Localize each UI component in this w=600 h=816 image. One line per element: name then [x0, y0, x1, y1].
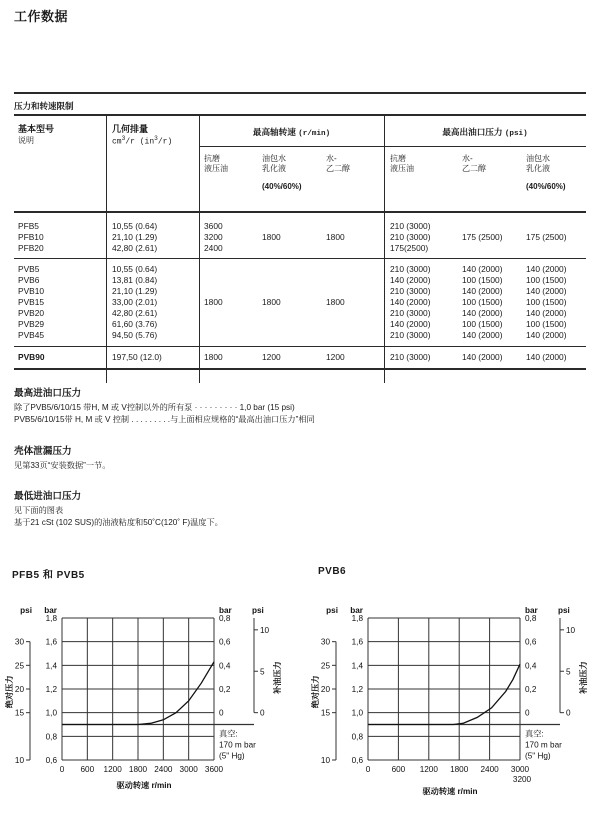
subheader-speed-1: 抗磨 液压油 — [204, 154, 228, 173]
chart-annotation-line: (5" Hg) — [525, 751, 551, 761]
x-tick: 2400 — [480, 765, 499, 774]
cell-speed-3: 1200 — [326, 352, 345, 362]
table-row: PFB10 — [18, 232, 44, 242]
section-line: PVB5/6/10/15带 H, M 或 V 控制 . . . . . . . . .与上面相应规格的“最高出油口压力”相同 — [14, 414, 315, 424]
y-right-bar-tick: 0,8 — [525, 614, 537, 623]
y-right-bar-tick: 0,6 — [525, 637, 537, 647]
y-left-psi-tick: 15 — [320, 708, 330, 718]
table-bottom-line — [14, 368, 586, 370]
chart-annotation-line: 真空: — [525, 729, 544, 739]
cell-pressure-2: 175 (2500) — [462, 232, 503, 242]
y-right-bar-tick: 0,8 — [219, 614, 231, 623]
header-mid-line — [199, 146, 586, 147]
cell-pressure-3: 140 (2000) — [526, 264, 567, 274]
cell-pressure-2: 100 (1500) — [462, 275, 503, 285]
cell-displacement: 197,50 (12.0) — [112, 352, 162, 362]
table-row: PVB90 — [18, 352, 45, 362]
specs-table — [14, 114, 586, 386]
y-left-bar-tick: 0,6 — [45, 756, 57, 765]
cell-displacement: 61,60 (3.76) — [112, 319, 158, 329]
cell-displacement: 10,55 (0.64) — [112, 264, 158, 274]
x-tick: 3000 — [510, 765, 530, 774]
cell-pressure-1: 210 (3000) — [390, 286, 431, 296]
cell-displacement: 94,50 (5.76) — [112, 330, 158, 340]
y-left-psi-tick: 20 — [14, 685, 24, 694]
y-left-bar-tick: 0,8 — [351, 732, 363, 742]
subheader-speed-2-note: (40%/60%) — [262, 182, 302, 191]
header-divider-1 — [106, 114, 107, 220]
x-tick: 3600 — [204, 765, 224, 774]
cell-pressure-3: 140 (2000) — [526, 286, 567, 296]
y-right-psi-tick: 0 — [566, 708, 571, 718]
section-heading: 最高进油口压力 — [14, 388, 82, 399]
body-divider-2 — [199, 211, 200, 383]
top-rule — [14, 92, 586, 94]
y-left-bar-tick: 1,4 — [45, 661, 57, 671]
section-heading: 壳体泄漏压力 — [14, 446, 72, 457]
axis-unit-psi-left: psi — [20, 606, 32, 615]
cell-pressure-2: 140 (2000) — [462, 352, 503, 362]
cell-pressure-1: 140 (2000) — [390, 275, 431, 285]
subheader-pressure-1: 抗磨 液压油 — [390, 154, 414, 173]
table-row: PVB29 — [18, 319, 45, 329]
table-row: PVB5 — [18, 264, 40, 274]
y-axis-label-right: 补油压力 — [273, 661, 282, 695]
cell-pressure-1: 140 (2000) — [390, 319, 431, 329]
y-right-bar-tick: 0,2 — [219, 685, 231, 694]
chart-annotation-line: 170 m bar — [525, 740, 562, 750]
cell-displacement: 33,00 (2.01) — [112, 297, 158, 307]
y-left-bar-tick: 1,2 — [351, 685, 363, 694]
cell-pressure-3: 100 (1500) — [526, 275, 567, 285]
table-row: PFB5 — [18, 221, 39, 231]
y-left-bar-tick: 0,6 — [351, 756, 363, 765]
x-tick-extra: 3200 — [512, 775, 532, 784]
y-left-bar-tick: 1,8 — [45, 614, 57, 623]
cell-pressure-1: 175(2500) — [390, 243, 429, 253]
header-bottom-line — [14, 211, 586, 213]
section-max-inlet-pressure — [14, 385, 315, 425]
table-caption: 压力和转速限制 — [14, 101, 74, 111]
y-left-psi-tick: 30 — [320, 637, 330, 647]
y-left-psi-tick: 10 — [14, 756, 24, 765]
header-displacement — [112, 122, 172, 147]
table-row: PVB15 — [18, 297, 45, 307]
y-right-bar-tick: 0,4 — [219, 661, 231, 671]
y-right-psi-tick: 10 — [260, 625, 270, 635]
cell-pressure-2: 100 (1500) — [462, 297, 503, 307]
section-line: 基于21 cSt (102 SUS)的油液粘度和50˚C(120˚ F)温度下。 — [14, 517, 223, 527]
cell-pressure-3: 100 (1500) — [526, 297, 567, 307]
y-right-psi-tick: 0 — [260, 708, 265, 718]
y-left-bar-tick: 1,6 — [45, 637, 57, 647]
body-divider-1 — [106, 211, 107, 383]
cell-pressure-1: 210 (3000) — [390, 264, 431, 274]
x-tick: 1200 — [103, 765, 122, 774]
y-right-bar-tick: 0 — [219, 708, 224, 718]
cell-pressure-3: 140 (2000) — [526, 330, 567, 340]
cell-pressure-2: 140 (2000) — [462, 308, 503, 318]
cell-pressure-2: 140 (2000) — [462, 286, 503, 296]
chart-svg-1 — [306, 604, 600, 810]
table-row: PVB6 — [18, 275, 40, 285]
table-header — [14, 114, 586, 220]
section-line: 除了PVB5/6/10/15 带H, M 或 V控制以外的所有泵 · · · · · · · · · 1,0 bar (15 psi) — [14, 403, 295, 412]
page-title: 工作数据 — [14, 9, 69, 24]
y-left-bar-tick: 1,8 — [351, 614, 363, 623]
cell-displacement: 13,81 (0.84) — [112, 275, 158, 285]
y-right-bar-tick: 0,6 — [219, 637, 231, 647]
header-group-pressure: 最高出油口压力 (psi) — [442, 127, 528, 138]
x-tick: 1200 — [419, 765, 438, 774]
chart-annotation-line: 真空: — [219, 729, 238, 739]
x-axis-label: 驱动转速 r/min — [422, 787, 478, 796]
section-heading: 最低进油口压力 — [14, 491, 82, 502]
cell-pressure-2: 140 (2000) — [462, 264, 503, 274]
cell-displacement: 42,80 (2.61) — [112, 308, 158, 318]
y-left-psi-tick: 30 — [14, 637, 24, 647]
cell-displacement: 42,80 (2.61) — [112, 243, 158, 253]
y-left-psi-tick: 15 — [14, 708, 24, 718]
table-row: PFB20 — [18, 243, 44, 253]
axis-unit-psi-right: psi — [558, 606, 570, 615]
y-left-psi-tick: 10 — [320, 756, 330, 765]
subheader-pressure-3-note: (40%/60%) — [526, 182, 566, 191]
subheader-speed-3: 水- 乙二醇 — [326, 154, 350, 173]
cell-speed-2: 1800 — [262, 297, 281, 307]
header-group-speed: 最高轴转速 (r/min) — [252, 127, 331, 138]
x-tick: 0 — [59, 765, 65, 774]
cell-pressure-3: 175 (2500) — [526, 232, 567, 242]
x-tick: 0 — [365, 765, 371, 774]
chart-annotation-line: 170 m bar — [219, 740, 256, 750]
y-axis-label-left: 绝对压力 — [5, 675, 14, 709]
cell-displacement: 21,10 (1.29) — [112, 232, 158, 242]
y-right-bar-tick: 0 — [525, 708, 530, 718]
y-left-bar-tick: 1,2 — [45, 685, 57, 694]
header-displacement-line1: 几何排量 — [112, 124, 149, 134]
subheader-pressure-3: 油包水 乳化液 — [526, 154, 550, 173]
cell-speed-1: 2400 — [204, 243, 223, 253]
cell-displacement: 10,55 (0.64) — [112, 221, 158, 231]
y-left-psi-tick: 25 — [320, 661, 330, 671]
x-axis-label: 驱动转速 r/min — [116, 781, 172, 790]
y-left-bar-tick: 1,0 — [351, 708, 363, 718]
cell-pressure-2: 100 (1500) — [462, 319, 503, 329]
y-right-bar-tick: 0,2 — [525, 685, 537, 694]
table-body — [14, 220, 586, 386]
chart-title-pvb6: PVB6 — [318, 566, 347, 577]
subheader-speed-2: 油包水 乳化液 — [262, 154, 286, 173]
axis-unit-psi-left: psi — [326, 606, 338, 615]
cell-displacement: 21,10 (1.29) — [112, 286, 158, 296]
cell-speed-1: 3600 — [204, 221, 223, 231]
y-left-psi-tick: 25 — [14, 661, 24, 671]
table-row: PVB20 — [18, 308, 45, 318]
table-row: PVB10 — [18, 286, 45, 296]
header-model — [18, 122, 54, 146]
cell-speed-3: 1800 — [326, 297, 345, 307]
chart-title-pfb5-pvb5: PFB5 和 PVB5 — [12, 570, 85, 581]
chart-annotation-line: (5" Hg) — [219, 751, 245, 761]
cell-pressure-3: 140 (2000) — [526, 352, 567, 362]
section-min-inlet-pressure — [14, 488, 223, 528]
y-right-psi-tick: 5 — [566, 667, 571, 677]
body-divider-3 — [384, 211, 385, 383]
x-tick: 600 — [391, 765, 406, 774]
cell-pressure-1: 140 (2000) — [390, 297, 431, 307]
cell-pressure-3: 140 (2000) — [526, 308, 567, 318]
y-left-bar-tick: 1,6 — [351, 637, 363, 647]
x-tick: 3000 — [179, 765, 198, 774]
cell-speed-3: 1800 — [326, 232, 345, 242]
header-model-line1: 基本型号 — [18, 124, 55, 134]
section-case-drain-pressure — [14, 443, 110, 472]
x-tick: 600 — [80, 765, 95, 774]
y-right-psi-tick: 10 — [566, 625, 576, 635]
cell-pressure-1: 210 (3000) — [390, 232, 431, 242]
section-line: 见第33页“安装数据”一节。 — [14, 461, 111, 470]
y-right-bar-tick: 0,4 — [525, 661, 537, 671]
chart-grid — [62, 618, 214, 760]
y-left-bar-tick: 1,4 — [351, 661, 363, 671]
cell-pressure-1: 210 (3000) — [390, 308, 431, 318]
axis-unit-bar-right: bar — [525, 606, 538, 615]
cell-speed-1: 1800 — [204, 352, 223, 362]
x-tick: 1800 — [128, 765, 148, 774]
cell-pressure-2: 140 (2000) — [462, 330, 503, 340]
chart-pfb5-pvb5 — [0, 604, 294, 810]
chart-svg-0 — [0, 604, 294, 810]
y-left-bar-tick: 1,0 — [45, 708, 57, 718]
y-left-psi-tick: 20 — [320, 685, 330, 694]
axis-unit-bar-left: bar — [350, 606, 363, 615]
cell-pressure-1: 210 (3000) — [390, 352, 431, 362]
cell-speed-2: 1200 — [262, 352, 281, 362]
group-separator-2 — [14, 346, 586, 347]
y-axis-label-left: 绝对压力 — [311, 675, 320, 709]
table-row: PVB45 — [18, 330, 45, 340]
axis-unit-bar-right: bar — [219, 606, 232, 615]
axis-unit-psi-right: psi — [252, 606, 264, 615]
subheader-pressure-2: 水- 乙二醇 — [462, 154, 486, 173]
header-top-line — [14, 114, 586, 116]
y-right-psi-tick: 5 — [260, 667, 265, 677]
y-left-bar-tick: 0,8 — [45, 732, 57, 742]
x-tick: 2400 — [154, 765, 173, 774]
axis-unit-bar-left: bar — [44, 606, 57, 615]
chart-grid — [368, 618, 520, 760]
header-displacement-unit: $cm^3/r$ $(in^3/r)$ — [112, 135, 173, 147]
header-model-line2: 说明 — [18, 136, 34, 145]
x-tick: 1800 — [450, 765, 469, 774]
cell-speed-2: 1800 — [262, 232, 281, 242]
cell-speed-1: 3200 — [204, 232, 223, 242]
cell-pressure-3: 100 (1500) — [526, 319, 567, 329]
cell-pressure-1: 210 (3000) — [390, 330, 431, 340]
cell-speed-1: 1800 — [204, 297, 223, 307]
chart-curve — [368, 664, 520, 724]
y-axis-label-right: 补油压力 — [579, 661, 588, 695]
section-line: 见下面的图表 — [14, 506, 64, 515]
chart-pvb6 — [306, 604, 600, 810]
group-separator-1 — [14, 258, 586, 259]
cell-pressure-1: 210 (3000) — [390, 221, 431, 231]
